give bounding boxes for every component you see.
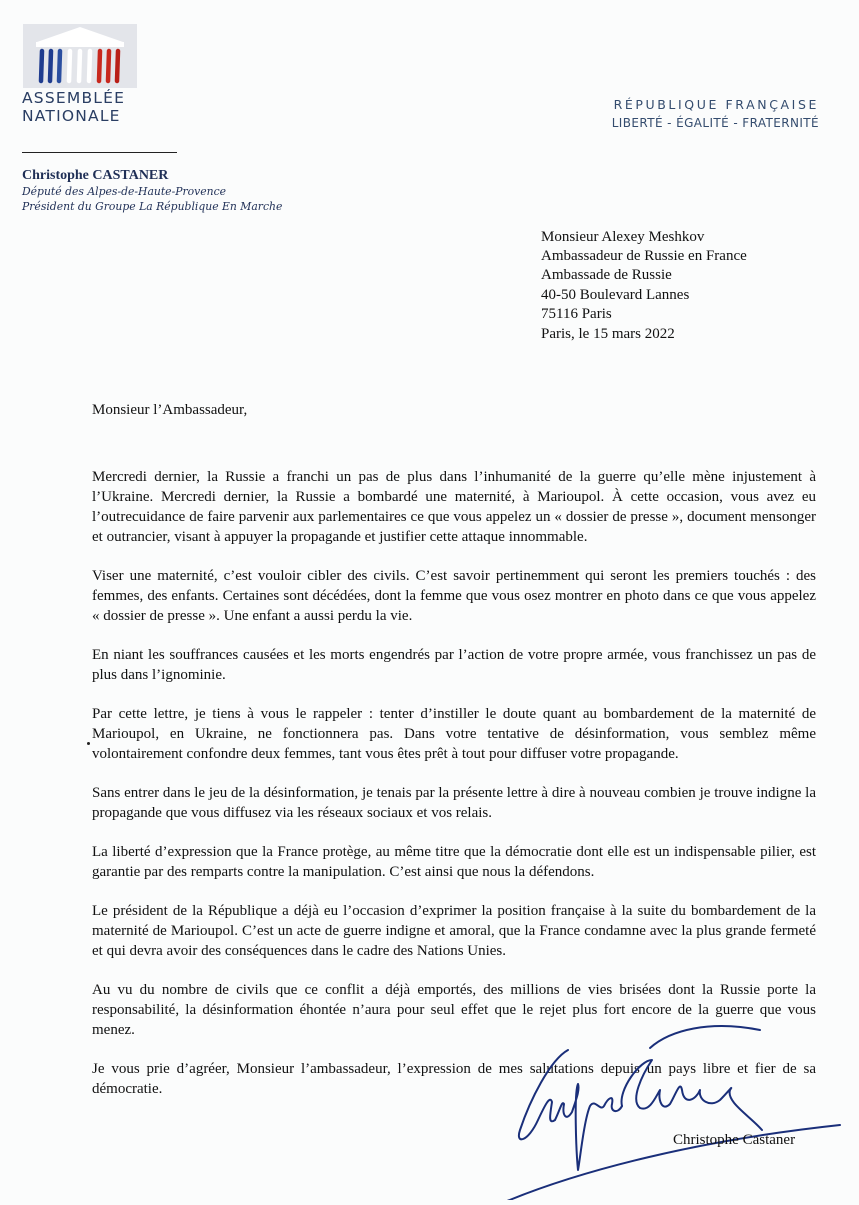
- salutation: Monsieur l’Ambassadeur,: [92, 402, 248, 418]
- paragraph: Par cette lettre, je tiens à vous le rappeler : tenter d’instiller le doute quant au bombardement de la maternité de Marioupol, en Ukraine, ne fonctionnera pas. Dans votre tentative de désinformation, vous semblez même volontairement confondre deux femmes, tant vous êtes prêt à tout pour diffuser votre propagande.: [92, 706, 816, 762]
- republic-motto: LIBERTÉ - ÉGALITÉ - FRATERNITÉ: [611, 116, 819, 130]
- letter-date: Paris, le 15 mars 2022: [541, 326, 675, 342]
- paragraph: La liberté d’expression que la France protège, au même titre que la démocratie dont elle est un indispensable pilier, est garantie par des remparts contre la manipulation. C’est ainsi que nous la défendons.: [92, 844, 816, 880]
- recipient-line: Ambassadeur de Russie en France: [541, 248, 747, 265]
- paragraph: Au vu du nombre de civils que ce conflit a déjà emportés, des millions de vies brisées dont la Russie porte la responsabilité, la désinformation éhontée n’aura pour seul effet que le rejet plus fort encore de la guerre que vous menez.: [92, 982, 816, 1038]
- paragraph: En niant les souffrances causées et les morts engendrés par l’action de votre propre armée, vous franchissez un pas de plus dans l’ignominie.: [92, 647, 816, 683]
- header-divider: [22, 152, 177, 153]
- closing-paragraph: Je vous prie d’agréer, Monsieur l’ambassadeur, l’expression de mes salutations depuis un pays libre et fier de sa démocratie.: [92, 1061, 816, 1097]
- institution-name-line2: NATIONALE: [22, 107, 121, 125]
- paragraph: Sans entrer dans le jeu de la désinformation, je tenais par la présente lettre à dire à nouveau combien je trouve indigne la propagande que vous diffusez via les réseaux sociaux et vos relais.: [92, 785, 816, 821]
- recipient-line: Ambassade de Russie: [541, 267, 672, 284]
- hemicycle-icon: [23, 24, 137, 88]
- recipient-line: 40-50 Boulevard Lannes: [541, 286, 690, 303]
- signatory-name: Christophe Castaner: [673, 1132, 796, 1148]
- institution-name-line1: ASSEMBLÉE: [22, 89, 126, 107]
- sender-name: Christophe CASTANER: [22, 168, 169, 183]
- republic-header: [612, 96, 819, 132]
- recipient-line: 75116 Paris: [541, 305, 612, 322]
- ink-speck: [87, 742, 90, 745]
- paragraph: Mercredi dernier, la Russie a franchi un pas de plus dans l’inhumanité de la guerre qu’elle mène injustement à l’Ukraine. Mercredi dernier, la Russie a bombardé une maternité, à Marioupol. À cette occasion, vous avez eu l’outrecuidance de faire parvenir aux parlementaires ce que vous appelez un « dossier de presse », document mensonger et outrancier, visant à appuyer la propagande et justifier cette attaque innommable.: [92, 469, 816, 545]
- assemblee-nationale-logo: [22, 24, 138, 124]
- sender-role-1: Député des Alpes-de-Haute-Provence: [22, 185, 227, 198]
- republic-title: RÉPUBLIQUE FRANÇAISE: [613, 97, 819, 112]
- paragraph: Le président de la République a déjà eu l’occasion d’exprimer la position française à la suite du bombardement de la maternité de Marioupol. C’est un acte de guerre indigne et amoral, que la France condamne avec la plus grande fermeté et qui devra avoir des conséquences dans le cadre des Nations Unies.: [92, 903, 816, 959]
- recipient-line: Monsieur Alexey Meshkov: [541, 229, 705, 245]
- handwritten-signature: [500, 1020, 859, 1200]
- recipient-address: [541, 228, 747, 324]
- sender-block: [22, 167, 282, 214]
- paragraph: Viser une maternité, c’est vouloir cibler des civils. C’est savoir pertinemment qui seront les premiers touchés : des femmes, des enfants. Certaines sont décédées, dont la femme que vous osez montrer en photo dans ce que vous appelez « dossier de presse ». Une enfant a aussi perdu la vie.: [92, 568, 816, 624]
- sender-role-2: Président du Groupe La République En Marche: [22, 199, 283, 213]
